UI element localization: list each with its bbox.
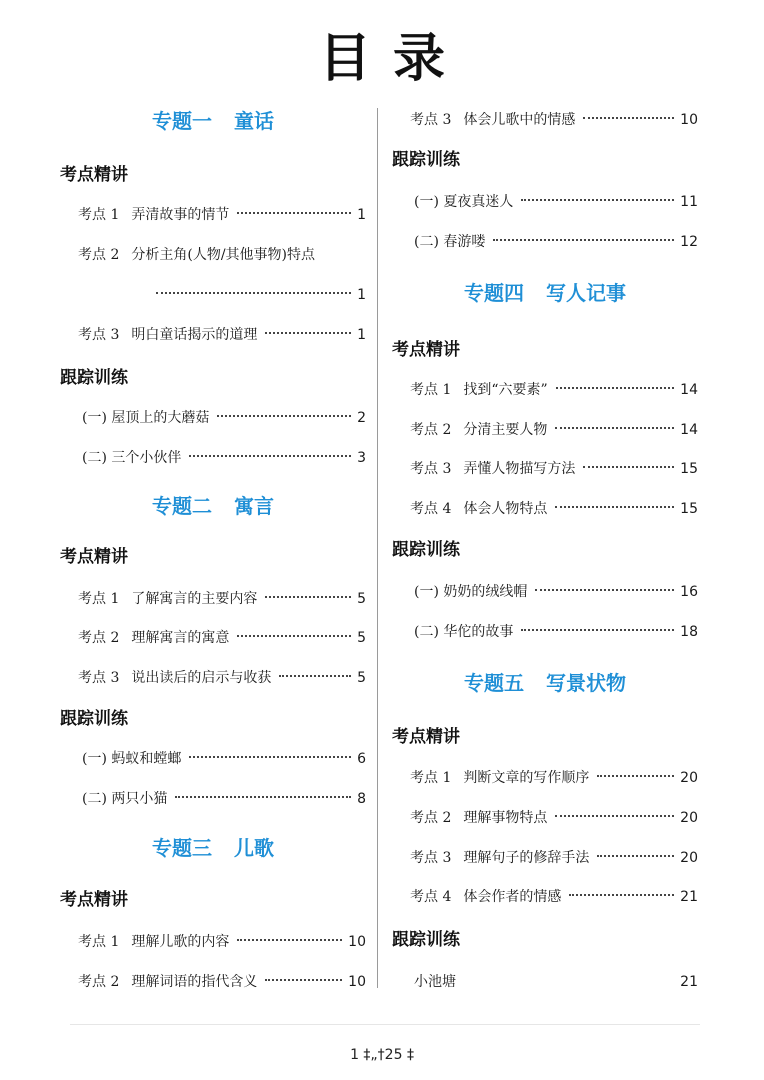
kaodian-label: 考点 3	[410, 850, 452, 866]
kaodian-label: 考点 3	[78, 327, 120, 343]
dot-leader	[279, 675, 351, 677]
page-number: 15	[680, 501, 698, 517]
toc-entry[interactable]	[410, 806, 698, 830]
topic-name: 写人记事	[546, 281, 626, 305]
topic-number: 专题二	[152, 494, 212, 518]
section-heading: 跟踪训练	[392, 540, 460, 560]
page-number: 20	[680, 850, 698, 866]
dot-leader	[556, 387, 674, 389]
dot-leader	[237, 635, 351, 637]
footer-page-number: 1 ‡„†25 ‡	[350, 1047, 414, 1063]
toc-entry[interactable]	[410, 766, 698, 790]
topic-heading-2	[60, 493, 366, 519]
topic-name: 童话	[234, 109, 274, 133]
dot-leader	[189, 455, 351, 457]
topic-number: 专题五	[464, 671, 524, 695]
toc-entry[interactable]	[78, 626, 366, 650]
kaodian-label: 考点 1	[410, 382, 452, 398]
page-number: 11	[680, 194, 698, 210]
entry-title: 理解句子的修辞手法	[463, 850, 590, 866]
dot-leader	[237, 939, 342, 941]
toc-entry[interactable]	[410, 418, 698, 442]
toc-entry[interactable]	[414, 230, 698, 254]
entry-title: 了解寓言的主要内容	[131, 591, 258, 607]
entry-title: 理解事物特点	[463, 810, 548, 826]
topic-number: 专题三	[152, 836, 212, 860]
kaodian-label: 考点 2	[78, 630, 120, 646]
entry-title: 判断文章的写作顺序	[463, 770, 590, 786]
section-heading: 跟踪训练	[60, 368, 128, 388]
dot-leader	[555, 427, 674, 429]
entry-title: (二) 三个小伙伴	[82, 450, 182, 466]
entry-title: 体会儿歌中的情感	[463, 112, 576, 128]
section-heading: 考点精讲	[60, 890, 128, 910]
topic-heading-3	[60, 835, 366, 861]
page-number: 8	[357, 791, 366, 807]
dot-leader	[265, 332, 351, 334]
dot-leader	[569, 894, 674, 896]
page-number: 21	[680, 974, 698, 990]
section-heading: 考点精讲	[392, 727, 460, 747]
section-heading: 考点精讲	[60, 547, 128, 567]
toc-entry[interactable]	[410, 108, 698, 132]
page-number: 10	[348, 974, 366, 990]
dot-leader	[464, 979, 674, 981]
dot-leader	[217, 415, 351, 417]
page-number: 5	[357, 591, 366, 607]
toc-entry[interactable]	[414, 970, 698, 994]
entry-title: 理解寓言的寓意	[131, 630, 230, 646]
page-number: 3	[357, 450, 366, 466]
kaodian-label: 考点 2	[410, 810, 452, 826]
dot-leader	[535, 589, 674, 591]
kaodian-label: 考点 1	[78, 934, 120, 950]
toc-entry[interactable]	[78, 587, 366, 611]
kaodian-label: 考点 1	[410, 770, 452, 786]
page-title: 目录	[318, 29, 467, 89]
kaodian-label: 考点 1	[78, 207, 120, 223]
entry-title: (二) 两只小猫	[82, 791, 168, 807]
toc-entry[interactable]	[82, 787, 366, 811]
topic-name: 儿歌	[234, 836, 274, 860]
dot-leader	[175, 796, 351, 798]
topic-name: 寓言	[234, 494, 274, 518]
toc-entry[interactable]	[82, 406, 366, 430]
topic-heading-1	[60, 108, 366, 134]
kaodian-label: 考点 2	[410, 422, 452, 438]
dot-leader	[583, 466, 674, 468]
page-number: 10	[680, 112, 698, 128]
entry-title: 说出读后的启示与收获	[131, 670, 272, 686]
toc-entry[interactable]	[414, 580, 698, 604]
page-number: 1	[357, 287, 366, 303]
page-number: 20	[680, 770, 698, 786]
toc-entry[interactable]	[82, 747, 366, 771]
kaodian-label: 考点 3	[410, 461, 452, 477]
toc-entry[interactable]	[410, 378, 698, 402]
toc-entry[interactable]	[414, 190, 698, 214]
dot-leader	[597, 855, 674, 857]
page-number: 10	[348, 934, 366, 950]
dot-leader	[156, 292, 351, 294]
topic-number: 专题一	[152, 109, 212, 133]
page-number: 15	[680, 461, 698, 477]
entry-title: (二) 春游喽	[414, 234, 486, 250]
entry-title: 小池塘	[414, 974, 456, 990]
entry-title: (一) 奶奶的绒线帽	[414, 584, 528, 600]
entry-title: 理解词语的指代含义	[131, 974, 258, 990]
dot-leader	[189, 756, 351, 758]
page-number: 16	[680, 584, 698, 600]
entry-title: 明白童话揭示的道理	[131, 327, 258, 343]
entry-title: 弄清故事的情节	[131, 207, 230, 223]
page-number: 20	[680, 810, 698, 826]
kaodian-label: 考点 4	[410, 501, 452, 517]
dot-leader	[597, 775, 674, 777]
section-heading: 跟踪训练	[392, 930, 460, 950]
toc-entry-continuation[interactable]	[156, 283, 366, 307]
page-number: 14	[680, 382, 698, 398]
toc-entry[interactable]	[82, 446, 366, 470]
dot-leader	[493, 239, 674, 241]
topic-number: 专题四	[464, 281, 524, 305]
dot-leader	[265, 596, 351, 598]
page-number: 2	[357, 410, 366, 426]
toc-entry[interactable]	[78, 243, 366, 267]
section-heading: 考点精讲	[392, 340, 460, 360]
kaodian-label: 考点 2	[78, 247, 120, 263]
toc-entry[interactable]	[410, 497, 698, 521]
entry-title: (一) 屋顶上的大蘑菇	[82, 410, 210, 426]
dot-leader	[521, 629, 674, 631]
entry-title: (二) 华佗的故事	[414, 624, 514, 640]
toc-entry[interactable]	[410, 457, 698, 481]
topic-name: 写景状物	[546, 671, 626, 695]
toc-entry[interactable]	[78, 970, 366, 994]
page-number: 6	[357, 751, 366, 767]
page-number: 14	[680, 422, 698, 438]
kaodian-label: 考点 3	[78, 670, 120, 686]
entry-title: 分清主要人物	[463, 422, 548, 438]
entry-title: 分析主角(人物/其他事物)特点	[131, 247, 315, 263]
entry-title: 体会人物特点	[463, 501, 548, 517]
kaodian-label: 考点 2	[78, 974, 120, 990]
dot-leader	[265, 979, 342, 981]
section-heading: 考点精讲	[60, 165, 128, 185]
kaodian-label: 考点 3	[410, 112, 452, 128]
entry-title: 找到“六要素”	[463, 382, 548, 398]
section-heading: 跟踪训练	[60, 709, 128, 729]
topic-heading-4	[392, 280, 698, 306]
kaodian-label: 考点 1	[78, 591, 120, 607]
entry-title: (一) 夏夜真迷人	[414, 194, 514, 210]
page-number: 1	[357, 327, 366, 343]
toc-entry[interactable]	[410, 846, 698, 870]
toc-entry[interactable]	[78, 666, 366, 690]
toc-entry[interactable]	[78, 930, 366, 954]
section-heading: 跟踪训练	[392, 150, 460, 170]
page-number: 21	[680, 889, 698, 905]
toc-entry[interactable]	[414, 620, 698, 644]
toc-entry[interactable]	[78, 203, 366, 227]
kaodian-label: 考点 4	[410, 889, 452, 905]
entry-title: (一) 蚂蚁和螳螂	[82, 751, 182, 767]
entry-title: 弄懂人物描写方法	[463, 461, 576, 477]
page-number: 5	[357, 630, 366, 646]
entry-title: 理解儿歌的内容	[131, 934, 230, 950]
toc-entry[interactable]	[78, 323, 366, 347]
column-divider	[377, 108, 378, 988]
page-number: 1	[357, 207, 366, 223]
bottom-rule	[70, 1024, 700, 1025]
entry-title: 体会作者的情感	[463, 889, 562, 905]
toc-entry[interactable]	[410, 885, 698, 909]
dot-leader	[521, 199, 674, 201]
page-number: 12	[680, 234, 698, 250]
page-number: 5	[357, 670, 366, 686]
dot-leader	[555, 506, 674, 508]
dot-leader	[583, 117, 674, 119]
page-number: 18	[680, 624, 698, 640]
dot-leader	[555, 815, 674, 817]
dot-leader	[237, 212, 351, 214]
topic-heading-5	[392, 670, 698, 696]
